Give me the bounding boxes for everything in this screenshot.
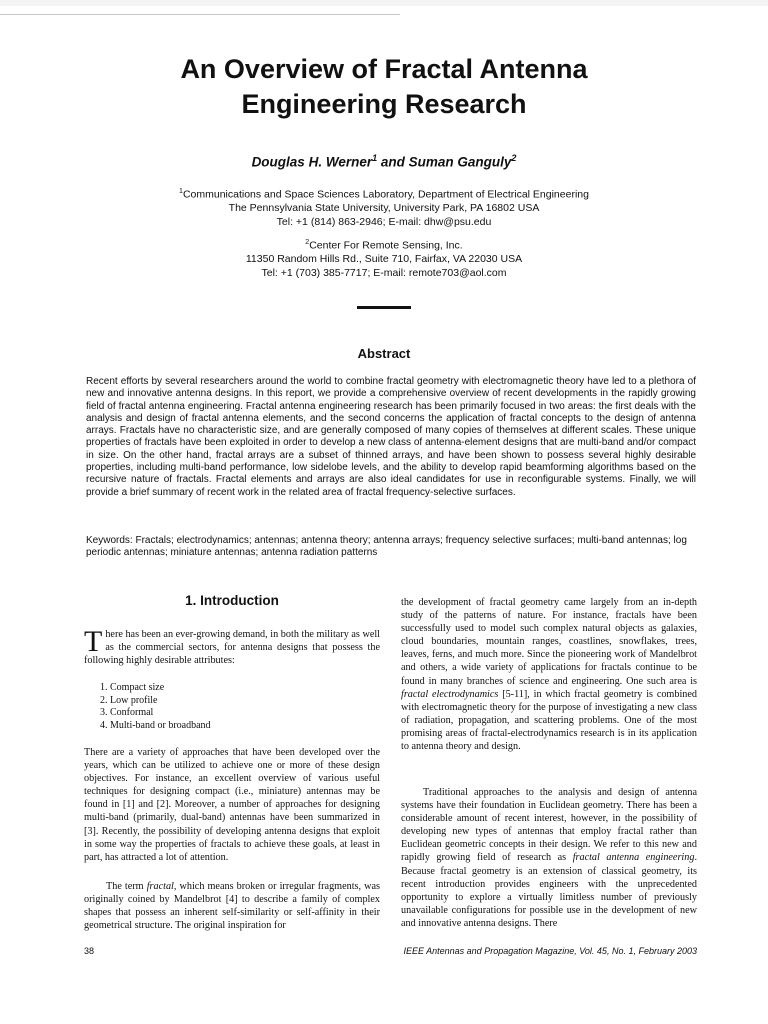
affil-2-line-2: 11350 Random Hills Rd., Suite 710, Fairfax, VA 22030 USA [245, 253, 523, 265]
intro-p1-text: here has been an ever-growing demand, in both the military as well as the commercial sectors, for antenna designs that possess the following highly desirable attributes: [84, 629, 380, 667]
scan-top-line [0, 14, 400, 15]
affil-2-sup: 2 [305, 239, 310, 246]
right-p1-b: [5-11], in which fractal geometry is combined with electromagnetic theory for the purpose of investigating a new class of radiation, propagation, and scattering problems. One of the most promising areas of fractal-electrodynamics research is in its application to antenna theory and design. [401, 688, 697, 753]
right-p2-term: fractal antenna engineering [572, 852, 695, 864]
list-item: 3. Conformal [100, 707, 154, 719]
right-paragraph-1 [401, 596, 697, 753]
intro-paragraph-1 [84, 625, 380, 668]
intro-p3-b: , which means broken or irregular fragments, was originally coined by Mandelbrot [4] to describe a family of complex shapes that possess an inherent self-similarity or self-affinity in their geometrical structure. The original inspiration for [84, 881, 380, 932]
author-1-sup: 1 [372, 153, 378, 163]
right-paragraph-2 [401, 786, 697, 930]
affil-2-line-3: Tel: +1 (703) 385-7717; E-mail: remote703@aol.com [261, 266, 507, 279]
title-line-2: Engineering Research [241, 89, 527, 119]
abstract-heading: Abstract [357, 346, 411, 361]
separator-rule [357, 306, 411, 309]
intro-paragraph-3 [84, 880, 380, 932]
right-p2-a: Traditional approaches to the analysis and design of antenna systems have their foundation in Euclidean geometry. There has been a considerable amount of recent interest, however, in the possibility of developing new types of antennas that employ fractal rather than Euclidean geometric concepts in their design. We refer to this new and rapidly growing field of research as [401, 787, 697, 864]
title-line-1: An Overview of Fractal Antenna [180, 54, 588, 84]
intro-paragraph-2: There are a variety of approaches that have been developed over the years, which can be utilized to achieve one or more of these design objectives. For instance, an excellent overview of various useful techniques for designing compact (i.e., miniature) antennas may be found in [1] and [2]. Moreover, a number of approaches for designing multi-band (primarily, dual-band) antennas have been summarized in [3]. Recently, the possibility of developing antenna designs that exploit in some way the properties of fractals to achieve these goals, at least in part, has attracted a lot of attention. [84, 747, 380, 863]
drop-cap: T [84, 625, 103, 658]
right-p1-term: fractal electrodynamics [401, 688, 499, 700]
author-2: Suman Ganguly [408, 154, 512, 170]
intro-p3-term: fractal [146, 881, 174, 892]
scan-top-edge [0, 0, 768, 6]
right-p1-a: the development of fractal geometry came largely from an in-depth study of the patterns of nature. For instance, fractals have been successfully used to model such complex natural objects as galaxies, cloud boundaries, mountain ranges, coastlines, snowflakes, trees, leaves, ferns, and much more. Since the pioneering work of Mandelbrot and others, a wide variety of applications for fractals continue to be found in many branches of science and engineering. One such area is [401, 597, 697, 687]
author-2-sup: 2 [511, 153, 517, 163]
list-item: 4. Multi-band or broadband [100, 719, 211, 731]
right-p2-b: . Because fractal geometry is an extension of classical geometry, its recent introduction provides engineers with the unprecedented opportunity to explore a virtually limitless number of previously unavailable configurations for possible use in the development of new and innovative antenna designs. There [401, 852, 697, 929]
journal-citation: IEEE Antennas and Propagation Magazine, Vol. 45, No. 1, February 2003 [403, 946, 697, 956]
section-heading-introduction: 1. Introduction [185, 593, 279, 608]
author-1: Douglas H. Werner [251, 154, 373, 170]
affil-2-line-1: Center For Remote Sensing, Inc. [309, 239, 463, 252]
list-item: 2. Low profile [100, 694, 158, 706]
author-line [0, 153, 768, 170]
list-item: 1. Compact size [100, 682, 165, 693]
page-number: 38 [84, 946, 95, 956]
abstract-text: Recent efforts by several researchers around the world to combine fractal geometry with electromagnetic theory have led to a plethora of new and innovative antenna designs. In this report, we provide a comprehensive overview of recent developments in the rapidly growing field of fractal antenna engineering. Fractal antenna engineering research has been primarily focused in two areas: the first deals with the analysis and design of fractal antenna elements, and the second concerns the application of fractal concepts to the design of antenna arrays. Fractals have no characteristic size, and are generally composed of many copies of themselves at different scales. These unique properties of fractals have been exploited in order to develop a new class of antenna-element designs that are multi-band and/or compact in size. On the other hand, fractal arrays are a subset of thinned arrays, and have been shown to possess several highly desirable properties, including multi-band performance, low sidelobe levels, and the ability to develop rapid beamforming algorithms based on the recursive nature of fractals. Fractal elements and arrays are also ideal candidates for use in reconfigurable systems. Finally, we will provide a brief summary of recent work in the related area of fractal frequency-selective surfaces. [86, 376, 696, 498]
affil-1-line-2: The Pennsylvania State University, University Park, PA 16802 USA [228, 202, 540, 214]
affiliation-1 [0, 185, 768, 229]
intro-p3-a: The term [106, 881, 147, 892]
author-and: and [377, 154, 409, 170]
affil-1-line-1: Communications and Space Sciences Laboratory, Department of Electrical Engineering [182, 188, 589, 201]
affil-1-sup: 1 [179, 188, 183, 195]
affiliation-2 [0, 236, 768, 280]
affil-1-line-3: Tel: +1 (814) 863-2946; E-mail: dhw@psu.edu [276, 215, 492, 228]
keywords: Keywords: Fractals; electrodynamics; antennas; antenna theory; antenna arrays; frequency selective surfaces; multi-band antennas; log periodic antennas; miniature antennas; antenna radiation patterns [86, 535, 687, 559]
paper-title [0, 52, 768, 122]
attribute-list [100, 682, 211, 732]
